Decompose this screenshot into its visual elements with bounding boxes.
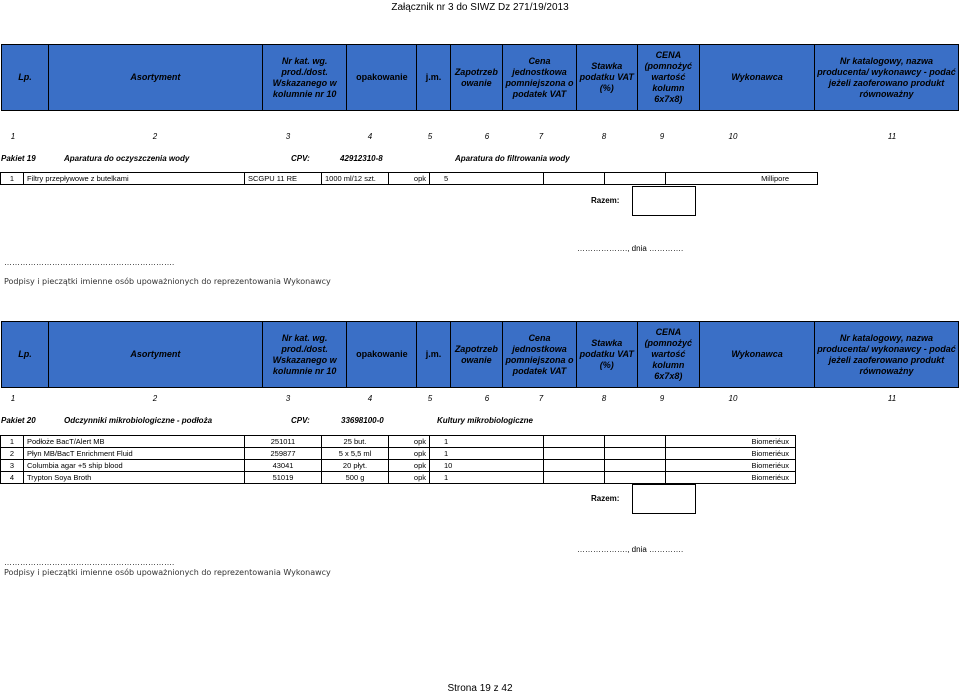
col-stawka: Stawka podatku VAT (%) — [577, 45, 638, 111]
signature-caption: Podpisy i pieczątki imienne osób upoważnionych do reprezentowania Wykonawcy — [4, 277, 331, 286]
cpv-code: 42912310-8 — [340, 154, 383, 163]
cell-name: Podłoże BacT/Alert MB — [24, 436, 245, 448]
cpv-code: 33698100-0 — [341, 416, 384, 425]
cell-wykonawca: Biomeriéux — [666, 460, 796, 472]
pakiet-category: Aparatura do filtrowania wody — [455, 154, 570, 163]
cell-opak: 500 g — [322, 472, 389, 484]
cell-cena — [544, 436, 605, 448]
cell-name: Płyn MB/BacT Enrichment Fluid — [24, 448, 245, 460]
col-number: 5 — [427, 132, 433, 141]
pakiet-label: Pakiet 19 — [1, 154, 36, 163]
cell-lp: 1 — [1, 436, 24, 448]
cell-nr: 51019 — [245, 472, 322, 484]
cell-opak: 5 x 5,5 ml — [322, 448, 389, 460]
cell-qty: 5 — [430, 173, 544, 185]
col-cena-total: CENA (pomnożyć wartość kolumn 6x7x8) — [637, 45, 700, 111]
cell-wykonawca: Biomeriéux — [666, 436, 796, 448]
cell-wykonawca: Biomeriéux — [666, 448, 796, 460]
cell-opak: 25 but. — [322, 436, 389, 448]
col-wykonawca: Wykonawca — [700, 45, 815, 111]
signature-caption: Podpisy i pieczątki imienne osób upoważnionych do reprezentowania Wykonawcy — [4, 568, 331, 577]
pakiet-name: Odczynniki mikrobiologiczne - podłoża — [64, 416, 213, 425]
cell-qty: 1 — [430, 448, 544, 460]
date-line: ………………., dnia …………. — [577, 545, 684, 554]
pakiet-category: Kultury mikrobiologiczne — [437, 416, 534, 425]
cell-cena — [544, 448, 605, 460]
cell-qty: 1 — [430, 436, 544, 448]
col-jm: j.m. — [417, 45, 450, 111]
col-lp: Lp. — [2, 322, 49, 388]
col-jm: j.m. — [417, 322, 450, 388]
col-number: 4 — [367, 394, 373, 403]
cell-jm: opk — [389, 173, 430, 185]
cell-cena — [544, 173, 605, 185]
col-number: 4 — [367, 132, 373, 141]
col-number: 5 — [427, 394, 433, 403]
column-header-table — [1, 44, 959, 111]
cell-name: Filtry przepływowe z butelkami — [24, 173, 245, 185]
col-number: 10 — [728, 132, 738, 141]
col-nr-katalogowy: Nr katalogowy, nazwa producenta/ wykonawcy - podać jeżeli zaoferowano produkt równoważny — [814, 322, 958, 388]
col-number: 8 — [601, 132, 607, 141]
razem-value-box — [632, 484, 696, 514]
col-nr-katalogowy: Nr katalogowy, nazwa producenta/ wykonawcy - podać jeżeli zaoferowano produkt równoważny — [814, 45, 958, 111]
cell-lp: 4 — [1, 472, 24, 484]
col-zapotrzebowanie: Zapotrzeb owanie — [450, 45, 502, 111]
cell-wykonawca: Biomeriéux — [666, 472, 796, 484]
col-number: 9 — [659, 394, 665, 403]
cell-nr: 251011 — [245, 436, 322, 448]
col-asortyment: Asortyment — [48, 322, 262, 388]
cpv-label: CPV: — [291, 416, 310, 425]
cell-lp: 3 — [1, 460, 24, 472]
col-number: 9 — [659, 132, 665, 141]
col-number: 7 — [538, 132, 544, 141]
cell-lp: 1 — [1, 173, 24, 185]
cell-opak: 1000 ml/12 szt. — [322, 173, 389, 185]
col-cena: Cena jednostkowa pomniejszona o podatek VAT — [502, 322, 576, 388]
cell-cena — [544, 460, 605, 472]
col-zapotrzebowanie: Zapotrzeb owanie — [450, 322, 502, 388]
cell-name: Trypton Soya Broth — [24, 472, 245, 484]
col-number: 2 — [152, 394, 158, 403]
col-number: 6 — [484, 132, 490, 141]
cell-stawka — [605, 436, 666, 448]
pakiet-name: Aparatura do oczyszczenia wody — [64, 154, 190, 163]
pakiet-label: Pakiet 20 — [1, 416, 36, 425]
cell-jm: opk — [389, 472, 430, 484]
col-nr-kat: Nr kat. wg. prod./dost. Wskazanego w kolumnie nr 10 — [262, 322, 347, 388]
date-line: ………………., dnia …………. — [577, 244, 684, 253]
cell-stawka — [605, 472, 666, 484]
col-number: 6 — [484, 394, 490, 403]
pakiet-heading — [0, 416, 960, 426]
col-number: 11 — [887, 132, 897, 141]
cell-nr: 43041 — [245, 460, 322, 472]
razem-value-box — [632, 186, 696, 216]
cpv-label: CPV: — [291, 154, 310, 163]
column-number-row — [0, 132, 960, 142]
col-number: 11 — [887, 394, 897, 403]
table-row — [1, 448, 796, 460]
col-lp: Lp. — [2, 45, 49, 111]
column-header-table — [1, 321, 959, 388]
col-number: 2 — [152, 132, 158, 141]
items-table — [0, 435, 796, 484]
cell-cena — [544, 472, 605, 484]
cell-opak: 20 płyt. — [322, 460, 389, 472]
col-opakowanie: opakowanie — [347, 322, 417, 388]
col-number: 3 — [285, 394, 291, 403]
col-opakowanie: opakowanie — [347, 45, 417, 111]
signature-dots: ………………………………………………………. — [4, 258, 175, 267]
cell-qty: 1 — [430, 472, 544, 484]
cell-lp: 2 — [1, 448, 24, 460]
signature-dots: ………………………………………………………. — [4, 558, 175, 567]
page-footer: Strona 19 z 42 — [447, 683, 513, 694]
cell-qty: 10 — [430, 460, 544, 472]
razem-label: Razem: — [591, 196, 620, 205]
col-asortyment: Asortyment — [48, 45, 262, 111]
col-number: 7 — [538, 394, 544, 403]
col-number: 8 — [601, 394, 607, 403]
table-row — [1, 173, 818, 185]
cell-stawka — [605, 448, 666, 460]
table-row — [1, 460, 796, 472]
pakiet-heading — [0, 154, 960, 164]
table-row — [1, 436, 796, 448]
table-row — [1, 472, 796, 484]
column-number-row — [0, 394, 960, 404]
col-stawka: Stawka podatku VAT (%) — [577, 322, 638, 388]
col-number: 10 — [728, 394, 738, 403]
cell-stawka — [605, 173, 666, 185]
cell-jm: opk — [389, 448, 430, 460]
col-nr-kat: Nr kat. wg. prod./dost. Wskazanego w kolumnie nr 10 — [262, 45, 347, 111]
col-number: 1 — [10, 394, 16, 403]
items-table — [0, 172, 818, 185]
cell-stawka — [605, 460, 666, 472]
col-cena-total: CENA (pomnożyć wartość kolumn 6x7x8) — [637, 322, 700, 388]
razem-label: Razem: — [591, 494, 620, 503]
cell-wykonawca: Millipore — [666, 173, 818, 185]
cell-jm: opk — [389, 436, 430, 448]
cell-nr: 259877 — [245, 448, 322, 460]
cell-nr: SCGPU 11 RE — [245, 173, 322, 185]
col-number: 3 — [285, 132, 291, 141]
col-number: 1 — [10, 132, 16, 141]
cell-name: Columbia agar +5 ship blood — [24, 460, 245, 472]
document-header: Załącznik nr 3 do SIWZ Dz 271/19/2013 — [391, 2, 569, 13]
col-wykonawca: Wykonawca — [700, 322, 815, 388]
cell-jm: opk — [389, 460, 430, 472]
col-cena: Cena jednostkowa pomniejszona o podatek VAT — [502, 45, 576, 111]
